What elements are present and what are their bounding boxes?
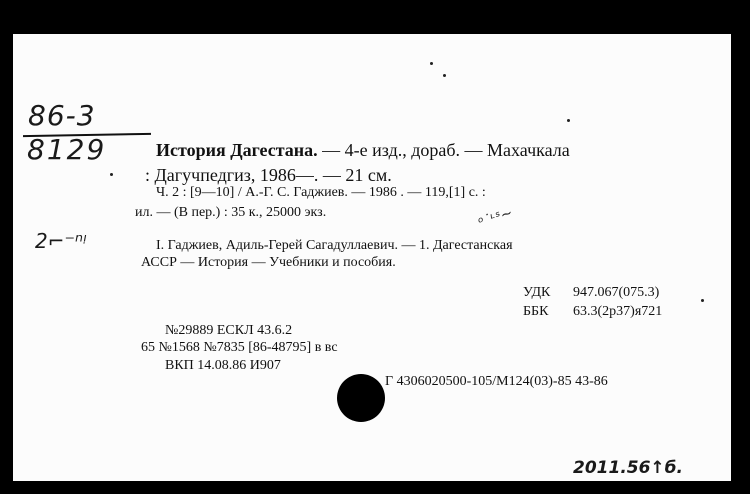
- handwritten-inventory-number: 2011.56↑б.: [573, 458, 684, 478]
- book-title: История Дагестана.: [156, 140, 318, 160]
- bbk-row: [523, 304, 662, 320]
- bbk-label: ББК: [523, 304, 549, 319]
- speck: [110, 173, 113, 176]
- bbk-value: 63.3(2р37)я721: [573, 304, 663, 319]
- order-number-line: 65 №1568 №7835 [86-48795] в вс: [141, 340, 338, 355]
- entry-line-4: ил. — (В пер.) : 35 к., 25000 экз.: [135, 205, 327, 220]
- catalog-number-line: №29889 ЕСКЛ 43.6.2: [165, 323, 293, 338]
- entry-line-2: : Дагучпедгиз, 1986—. — 21 см.: [145, 165, 392, 185]
- entry-line-3: Ч. 2 : [9—10] / А.-Г. С. Гаджиев. — 1986 . — 119,[1] с. :: [156, 185, 486, 200]
- speck: [430, 62, 433, 65]
- udk-row: [523, 285, 659, 301]
- punch-hole: [337, 374, 385, 422]
- index-code-line: Г 4306020500-105/М124(03)-85 43-86: [385, 374, 608, 389]
- vkp-line: ВКП 14.08.86 И907: [165, 358, 281, 373]
- entry-line-1: [156, 140, 570, 161]
- call-number-bottom: 8129: [27, 133, 107, 166]
- udk-label: УДК: [523, 285, 551, 300]
- entry-line-6: АССР — История — Учебники и пособия.: [141, 255, 396, 270]
- call-number-top: 86-3: [28, 99, 96, 132]
- catalog-card: [13, 34, 731, 481]
- edition-info: — 4-е изд., дораб. — Махачкала: [317, 140, 570, 160]
- udk-value: 947.067(075.3): [573, 285, 660, 300]
- speck: [443, 74, 446, 77]
- handwritten-mark-left: 2⌐⁻ⁿᵎ: [35, 229, 87, 253]
- speck: [567, 119, 570, 122]
- handwritten-mark-mid: ᵒ˙ᶫˢ~: [476, 204, 515, 232]
- speck: [701, 299, 704, 302]
- entry-line-5: I. Гаджиев, Адиль-Герей Сагадуллаевич. — 1. Дагестанская: [156, 238, 513, 253]
